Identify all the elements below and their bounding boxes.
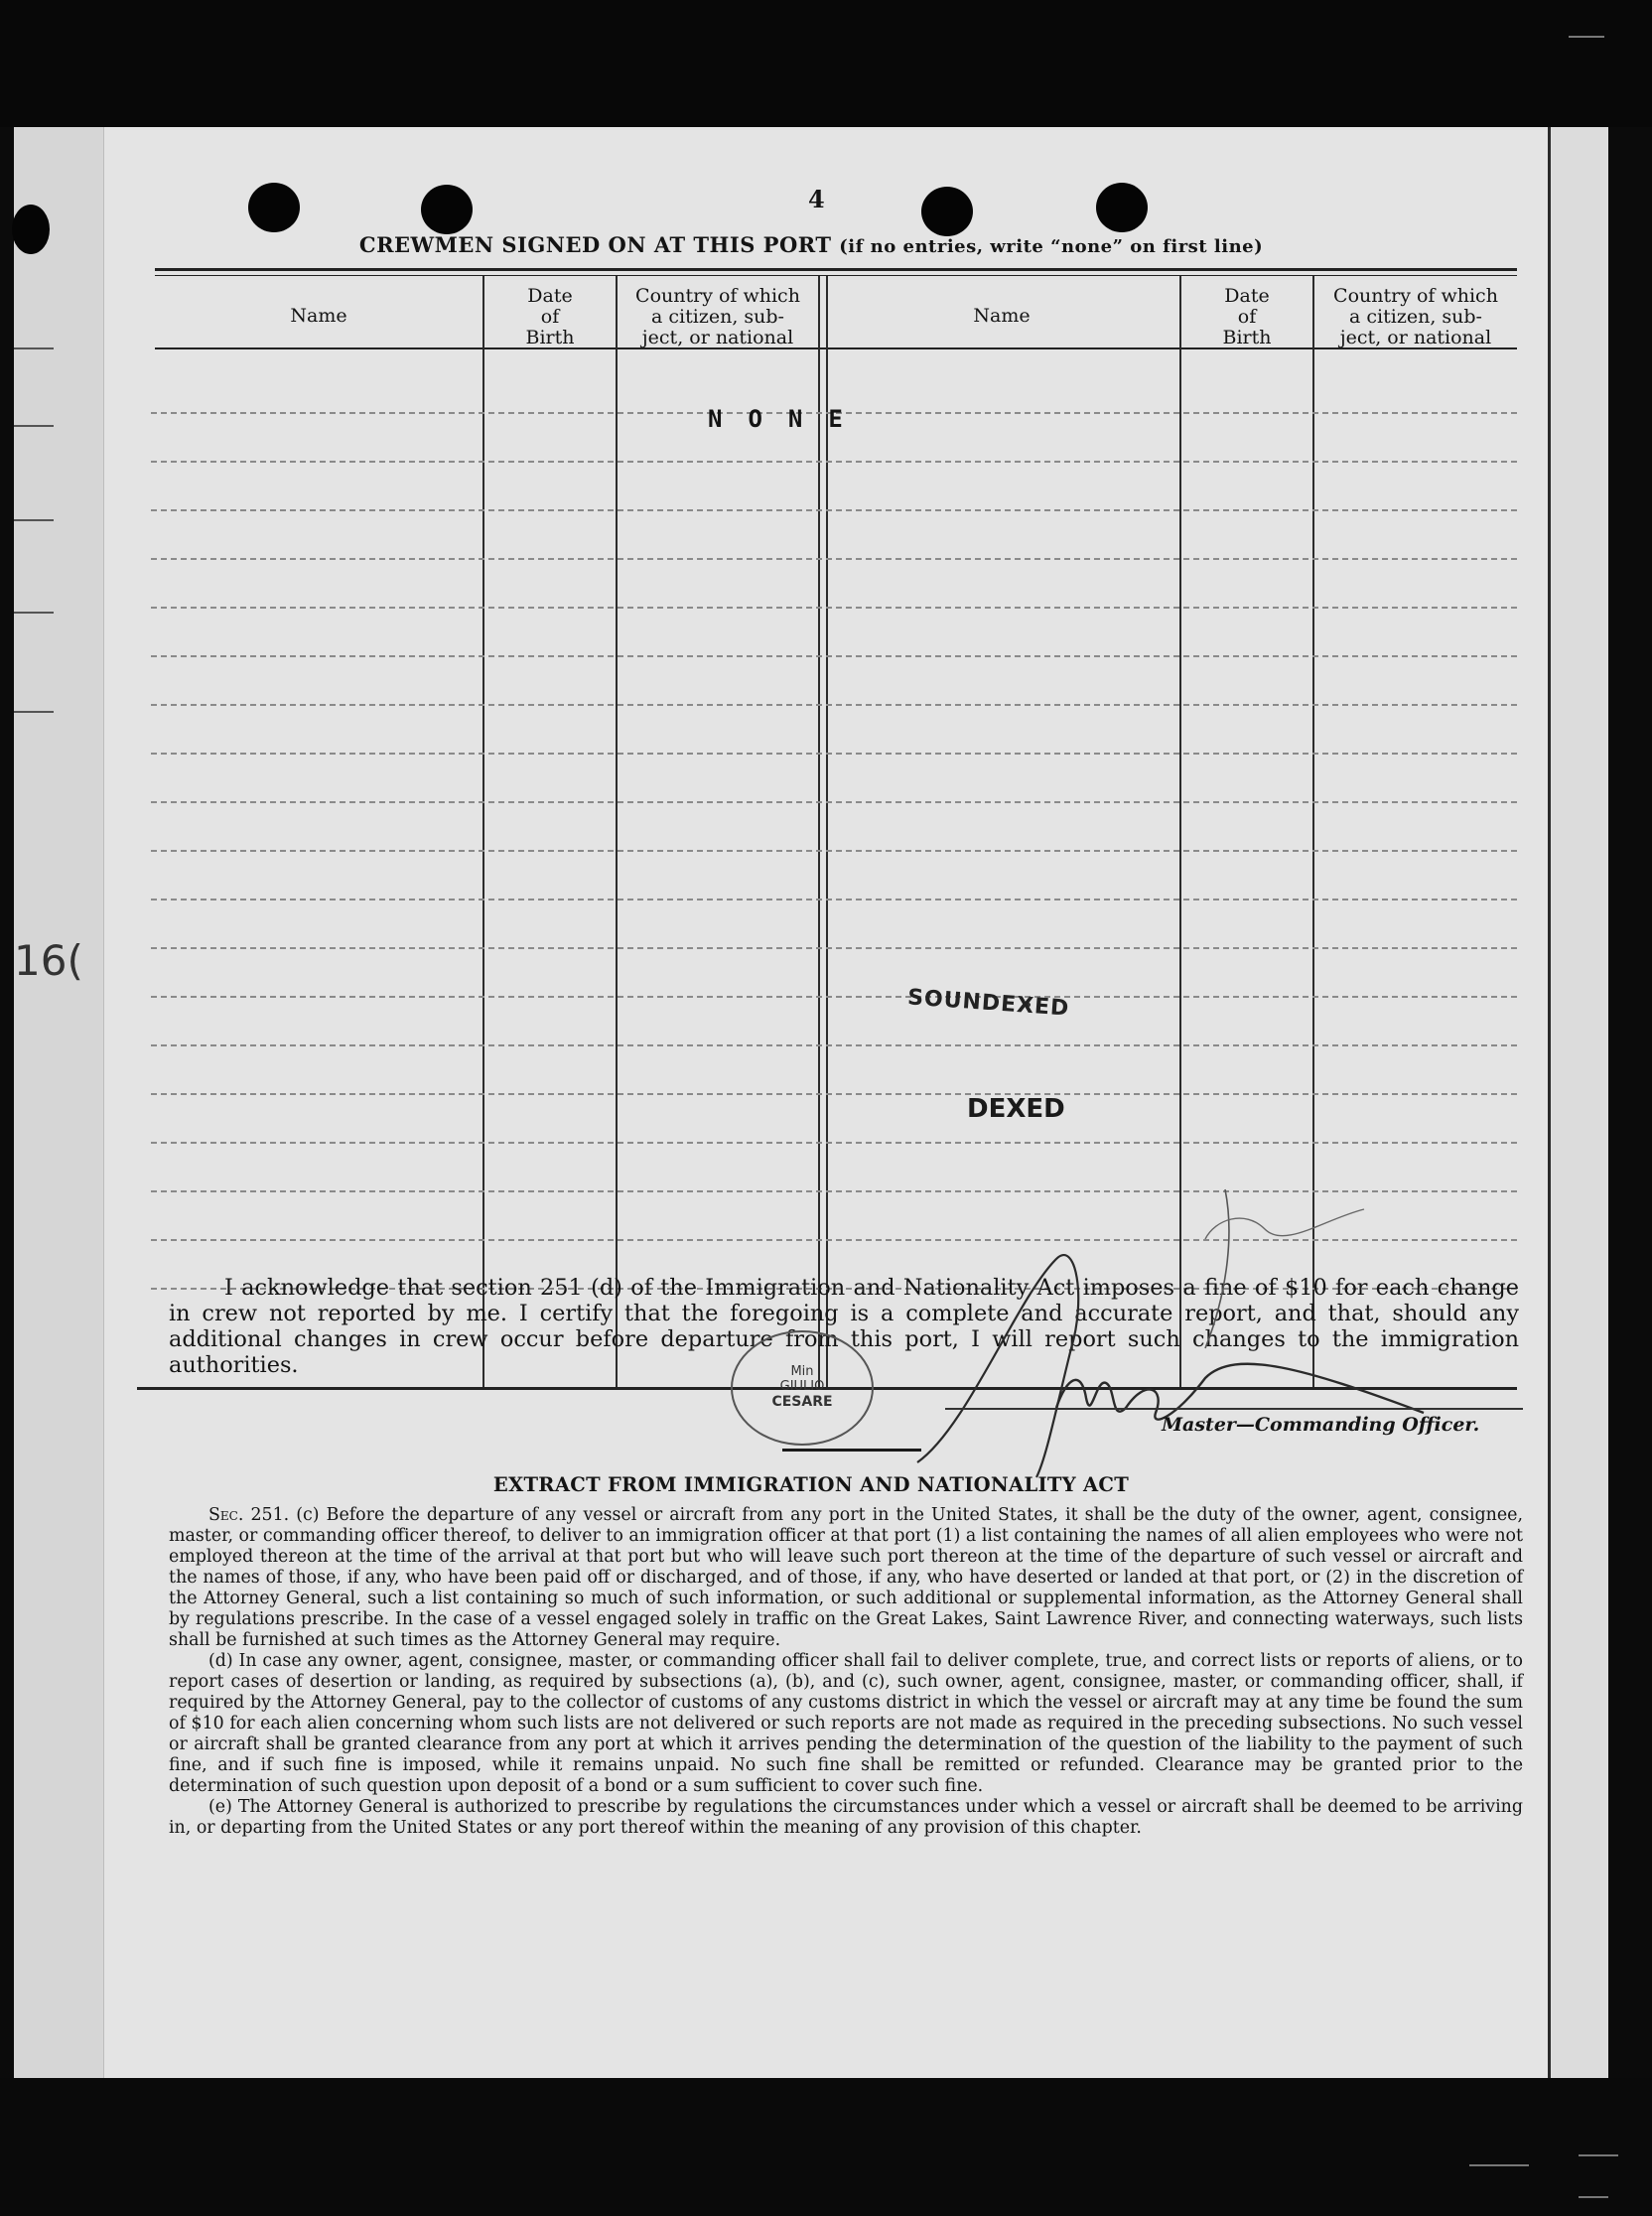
seal-line: Min	[790, 1364, 814, 1379]
left-page-fold	[14, 127, 104, 2078]
punch-hole	[1096, 183, 1148, 232]
table-row-line	[151, 947, 1517, 949]
column-divider	[482, 276, 484, 1387]
handwritten-signature	[907, 1179, 1463, 1497]
header-line: of	[540, 306, 560, 328]
table-row-line	[151, 801, 1517, 803]
table-row-line	[151, 1142, 1517, 1144]
scan-mark	[1579, 2154, 1618, 2156]
ship-seal-stamp	[731, 1330, 874, 1446]
header-line: of	[1237, 306, 1257, 328]
header-line: Birth	[525, 327, 575, 348]
header-country-left	[618, 286, 818, 348]
page-number: 4	[808, 185, 825, 213]
edge-tick	[14, 612, 54, 614]
table-row-line	[151, 850, 1517, 852]
signature-caption: Master—Commanding Officer.	[1162, 1414, 1480, 1436]
header-name-left: Name	[290, 305, 347, 327]
header-line: Date	[527, 285, 573, 307]
header-dob-right	[1181, 286, 1312, 348]
header-line: ject, or national	[1339, 327, 1492, 348]
header-line: Date	[1224, 285, 1270, 307]
table-row-line	[151, 509, 1517, 511]
header-line: a citizen, sub-	[651, 306, 784, 328]
extract-body	[169, 1505, 1523, 1839]
table-row-line	[151, 1093, 1517, 1095]
header-dob-left	[484, 286, 616, 348]
extract-paragraph-c	[169, 1505, 1523, 1651]
edge-tick	[14, 347, 54, 349]
column-divider	[616, 276, 618, 1387]
table-row-line	[151, 996, 1517, 998]
header-line: ject, or national	[641, 327, 794, 348]
table-row-line	[151, 461, 1517, 463]
edge-tick	[14, 519, 54, 521]
section-heading	[14, 232, 1608, 257]
header-line: Country of which	[1333, 285, 1498, 307]
section-title: CREWMEN SIGNED ON AT THIS PORT	[358, 232, 832, 257]
header-line: Birth	[1222, 327, 1272, 348]
short-rule	[782, 1449, 921, 1452]
punch-hole	[248, 183, 300, 232]
seal-line: GIULIO	[779, 1379, 825, 1394]
none-entry: NONE	[708, 405, 869, 433]
punch-hole	[921, 187, 973, 236]
table-row-line	[151, 704, 1517, 706]
table-row-line	[151, 753, 1517, 755]
extract-paragraph-d: (d) In case any owner, agent, consignee, master, or commanding officer shall fail to deliver complete, true, and correct lists or reports of aliens, or to report cases of desertion or landing, as required by subsections (a), (b), and (c), such owner, agent, consignee, master, or commanding officer, shall, if required by the Attorney General, pay to the collector of customs of any customs district in which the vessel or aircraft may at any time be found the sum of $10 for each alien concerning whom such lists are not delivered or such reports are not made as required in the preceding subsections. No such vessel or aircraft shall be granted clearance from any port at which it arrives pending the determination of the question of the liability to the payment of such fine, and if such fine is imposed, while it remains unpaid. No such fine shall be remitted or refunded. Clearance may be granted prior to the determination of such question upon deposit of a bond or a sum sufficient to cover such fine.	[169, 1651, 1523, 1796]
extract-heading: EXTRACT FROM IMMIGRATION AND NATIONALITY ACT	[492, 1473, 1130, 1496]
header-country-right	[1314, 286, 1517, 348]
extract-paragraph-e: (e) The Attorney General is authorized to prescribe by regulations the circumstances under which a vessel or aircraft shall be deemed to be arriving in, or departing from the United States or any port thereof within the meaning of any provision of this chapter.	[169, 1797, 1523, 1838]
right-page-fold	[1548, 127, 1608, 2078]
section-note: (if no entries, write “none” on first line)	[839, 236, 1264, 257]
punch-hole	[421, 185, 473, 234]
table-row-line	[151, 655, 1517, 657]
acknowledgement-text: I acknowledge that section 251 (d) of the Immigration and Nationality Act imposes a fine of $10 for each change in crew not reported by me. I certify that the foregoing is a complete and accurate report, and that, should any additional changes in crew occur before departure from this port, I will report such changes to the immigration authorities.	[169, 1275, 1519, 1378]
edge-number: 16(	[14, 936, 83, 985]
header-line: a citizen, sub-	[1349, 306, 1482, 328]
table-row-line	[151, 607, 1517, 609]
scan-top-border	[0, 0, 1652, 127]
table-row-line	[151, 899, 1517, 900]
section-label: Sec.	[208, 1505, 244, 1525]
edge-tick	[14, 711, 54, 713]
header-name-right: Name	[973, 305, 1031, 327]
document-page	[14, 127, 1608, 2078]
scan-mark	[1469, 2164, 1529, 2166]
table-row-line	[151, 1044, 1517, 1046]
seal-line: CESARE	[771, 1394, 833, 1410]
table-rule-top	[155, 268, 1517, 271]
edge-tick	[14, 425, 54, 427]
signature-line	[945, 1408, 1523, 1410]
scan-bottom-border	[0, 2078, 1652, 2216]
scan-mark	[1569, 36, 1604, 38]
center-double-divider	[818, 276, 828, 1387]
header-line: Country of which	[635, 285, 800, 307]
dexed-stamp: DEXED	[967, 1094, 1065, 1124]
paragraph-text: 251. (c) Before the departure of any vessel or aircraft from any port in the United States, it shall be the duty of the owner, agent, consignee, master, or commanding officer thereof, to deliver to an immigration officer at that port (1) a list containing the names of all alien employees who were not employed thereon at the time of the arrival at that port but who will leave such port thereon at the time of the departure of such vessel or aircraft and the names of those, if any, who have been paid off or discharged, and of those, if any, who have deserted or landed at that port, or (2) in the discretion of the Attorney General, such a list containing so much of such information, or such additional or supplemental information, as the Attorney General shall by regulations prescribe. In the case of a vessel engaged solely in traffic on the Great Lakes, Saint Lawrence River, and connecting waterways, such lists shall be furnished at such times as the Attorney General may require.	[169, 1505, 1523, 1650]
table-row-line	[151, 558, 1517, 560]
soundexed-stamp: SOUNDEXED	[906, 985, 1071, 1022]
scan-mark	[1579, 2196, 1608, 2198]
